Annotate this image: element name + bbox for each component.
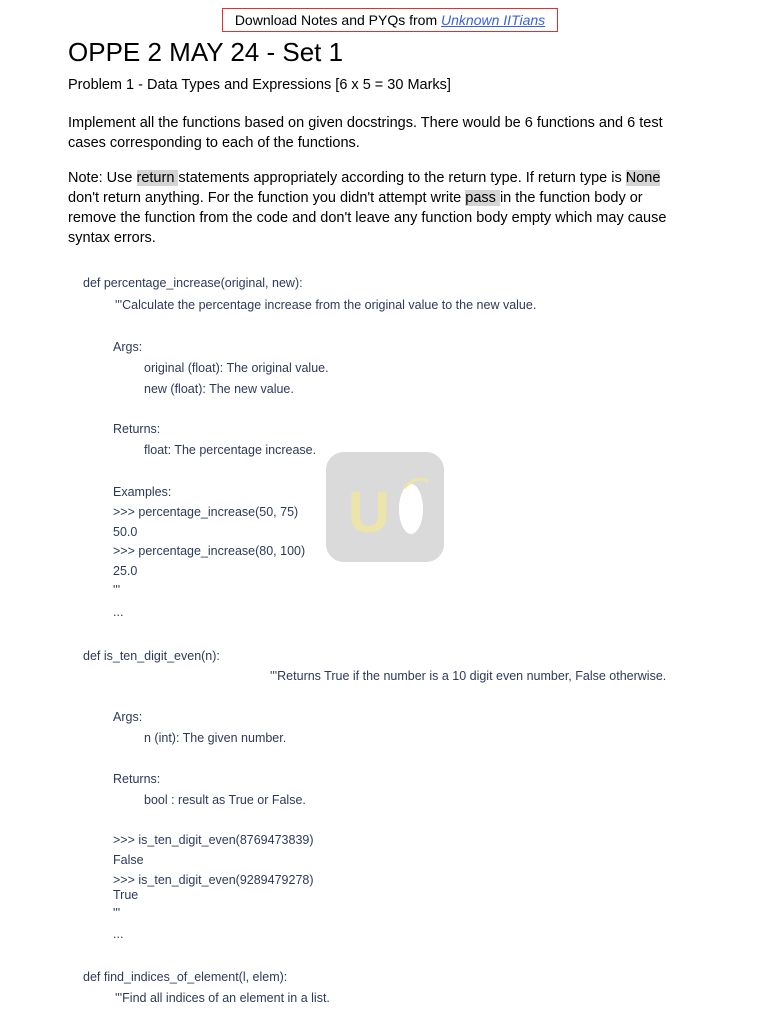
note-text-2: statements appropriately according to the return type. If return type is — [178, 170, 626, 186]
fn2-arg-n: n (int): The given number. — [144, 731, 287, 745]
intro-paragraph: Implement all the functions based on given docstrings. There would be 6 functions and 6 test cases corresponding to each of the functions. — [68, 115, 663, 151]
fn1-return-desc: float: The percentage increase. — [144, 443, 317, 457]
download-banner — [222, 8, 558, 32]
fn1-docstring-end: ''' — [113, 583, 121, 597]
fn1-output-1: 50.0 — [113, 525, 138, 539]
keyword-pass: pass — [465, 190, 500, 206]
fn2-docstring: '''Returns True if the number is a 10 digit even number, False otherwise. — [270, 669, 667, 683]
fn2-example-2: >>> is_ten_digit_even(9289479278) — [113, 873, 314, 887]
logo-letter: U — [348, 480, 390, 545]
fn2-output-2: True — [113, 888, 139, 902]
fn1-returns-label: Returns: — [113, 422, 161, 436]
fn2-docstring-end: ''' — [113, 906, 121, 920]
banner-text: Download Notes and PYQs from — [234, 12, 442, 28]
note-text-4: in the function body or remove the function from the code and don't leave any function body empty which may cause syntax errors. — [68, 190, 667, 246]
fn2-def: def is_ten_digit_even(n): — [83, 649, 220, 663]
fn3-docstring: '''Find all indices of an element in a list. — [115, 991, 330, 1005]
watermark-logo — [326, 452, 444, 562]
fn1-example-1: >>> percentage_increase(50, 75) — [113, 505, 299, 519]
fn1-body: ... — [113, 605, 124, 619]
page-title: OPPE 2 MAY 24 - Set 1 — [68, 37, 344, 67]
problem-heading: Problem 1 - Data Types and Expressions [6 x 5 = 30 Marks] — [68, 77, 451, 93]
logo-mark-icon — [326, 452, 444, 562]
note-text-1: Note: Use — [68, 170, 137, 186]
fn2-returns-label: Returns: — [113, 772, 161, 786]
keyword-return: return — [136, 170, 179, 186]
fn1-def: def percentage_increase(original, new): — [83, 276, 303, 290]
fn2-output-1: False — [113, 853, 144, 867]
fn1-arg-new: new (float): The new value. — [144, 382, 294, 396]
keyword-none: None — [625, 170, 661, 186]
fn2-return-desc: bool : result as True or False. — [144, 793, 306, 807]
fn1-examples-label: Examples: — [113, 485, 172, 499]
fn1-example-2: >>> percentage_increase(80, 100) — [113, 544, 306, 558]
fn1-docstring: '''Calculate the percentage increase from the original value to the new value. — [115, 298, 537, 312]
note-text-3: don't return anything. For the function you didn't attempt write — [68, 190, 466, 206]
fn2-args-label: Args: — [113, 710, 143, 724]
fn1-arg-original: original (float): The original value. — [144, 361, 329, 375]
fn2-body: ... — [113, 927, 124, 941]
fn2-example-1: >>> is_ten_digit_even(8769473839) — [113, 833, 314, 847]
fn1-output-2: 25.0 — [113, 564, 138, 578]
fn3-def: def find_indices_of_element(l, elem): — [83, 970, 288, 984]
banner-link[interactable]: Unknown IITians — [441, 12, 546, 28]
note-paragraph — [68, 168, 668, 248]
fn1-args-label: Args: — [113, 340, 143, 354]
